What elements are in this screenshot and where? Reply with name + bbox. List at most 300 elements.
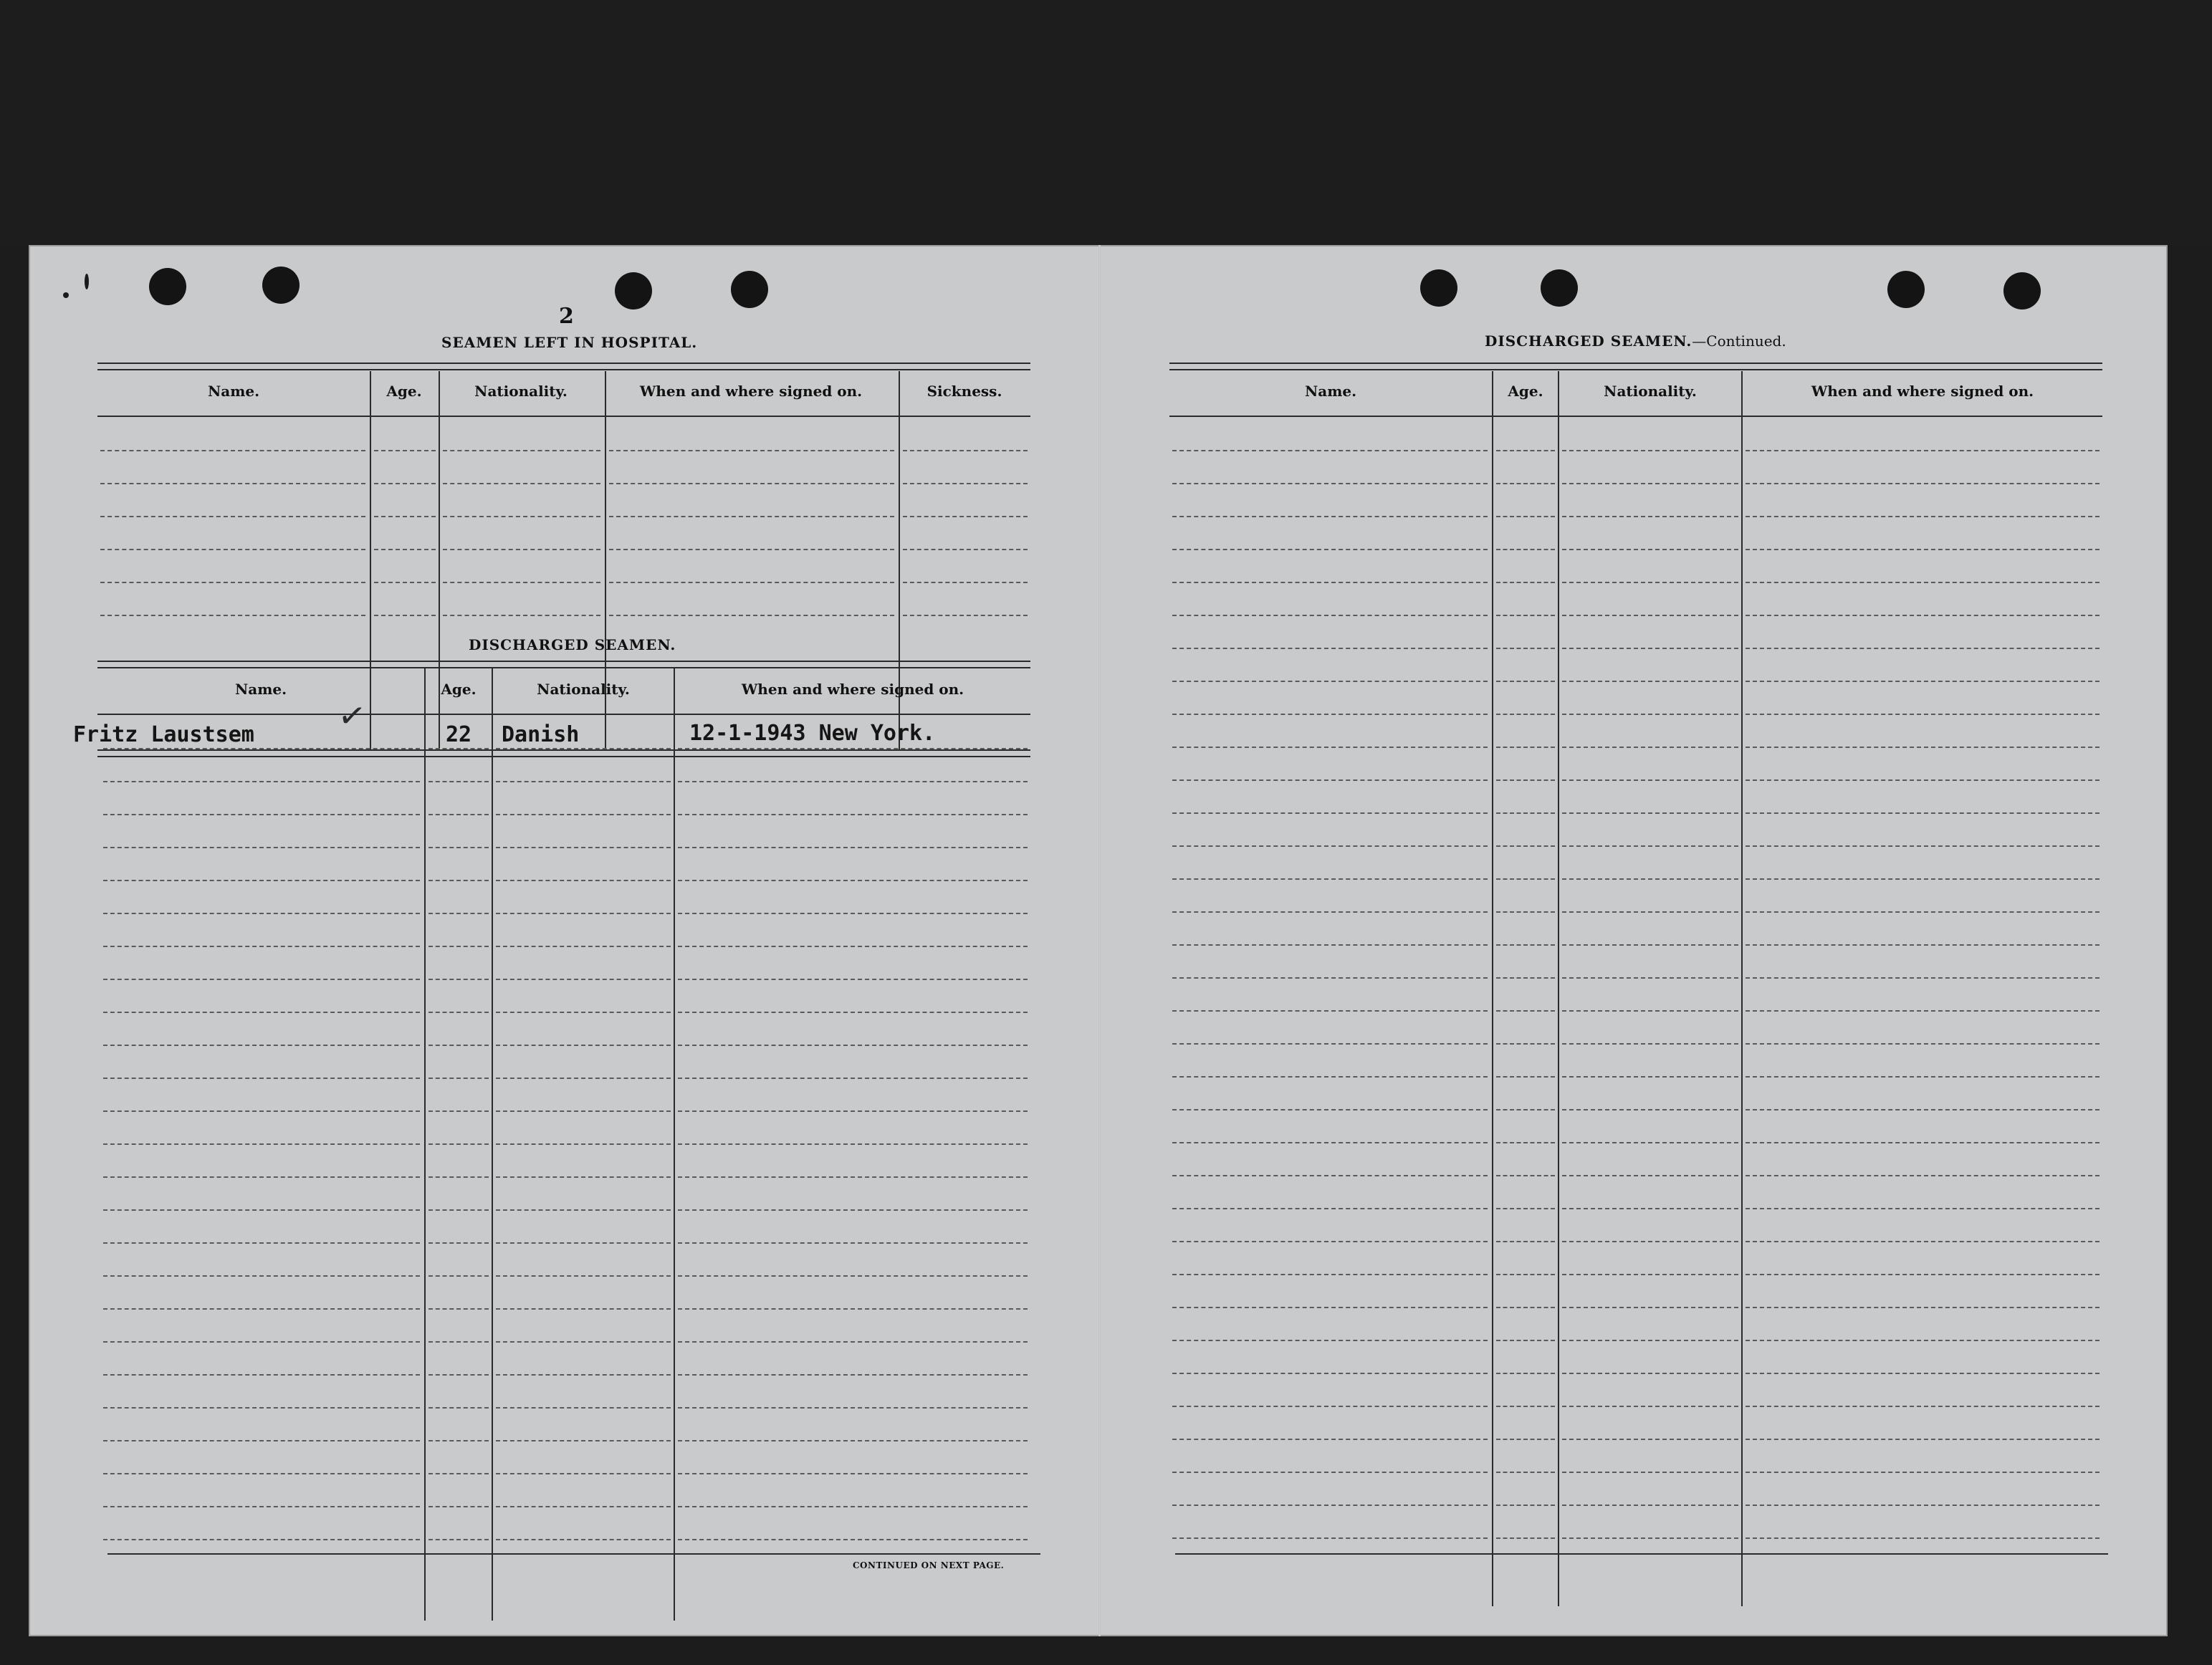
header-rule bbox=[97, 714, 1030, 715]
discharged-section-title: DISCHARGED SEAMEN. bbox=[469, 636, 676, 653]
table-bottom-rule bbox=[97, 749, 1030, 757]
punch-hole bbox=[262, 267, 300, 304]
entry-line bbox=[1496, 450, 1555, 451]
entry-line bbox=[1746, 1076, 2100, 1078]
punch-hole bbox=[1420, 269, 1457, 307]
entry-line bbox=[1746, 1175, 2100, 1176]
entry-line bbox=[1496, 1505, 1555, 1506]
entry-line bbox=[103, 1473, 420, 1474]
entry-line bbox=[1562, 1274, 1738, 1275]
entry-line bbox=[1496, 483, 1555, 484]
header-rule bbox=[1169, 416, 2102, 417]
entry-line bbox=[1172, 483, 1488, 484]
entry-line bbox=[443, 516, 600, 517]
entry-line bbox=[496, 880, 671, 881]
entry-line bbox=[1496, 714, 1555, 715]
entry-line bbox=[678, 1275, 1028, 1277]
page-fold bbox=[1098, 245, 1101, 1636]
column-divider bbox=[674, 668, 675, 1621]
column-header-age: Age. bbox=[1508, 383, 1543, 400]
entry-line bbox=[1172, 747, 1488, 748]
entry-line bbox=[678, 1110, 1028, 1112]
punch-hole bbox=[615, 272, 652, 310]
entry-line bbox=[443, 615, 600, 616]
entry-line bbox=[103, 1045, 420, 1046]
entry-line bbox=[1746, 878, 2100, 880]
entry-line bbox=[1172, 1010, 1488, 1012]
entry-line bbox=[1562, 1537, 1738, 1539]
entry-line bbox=[428, 1308, 489, 1310]
entry-line bbox=[1746, 1373, 2100, 1374]
entry-line bbox=[1746, 549, 2100, 550]
entry-line bbox=[678, 880, 1028, 881]
entry-line bbox=[496, 979, 671, 980]
entry-line bbox=[1746, 1340, 2100, 1341]
entry-line bbox=[1496, 1109, 1555, 1110]
entry-line bbox=[496, 1539, 671, 1540]
entry-line bbox=[103, 1341, 420, 1343]
entry-line bbox=[1172, 1076, 1488, 1078]
entry-line bbox=[443, 582, 600, 583]
entry-line bbox=[374, 615, 436, 616]
entry-line bbox=[496, 1341, 671, 1343]
entry-line bbox=[678, 1539, 1028, 1540]
entry-line bbox=[1562, 615, 1738, 616]
entry-line bbox=[1562, 1406, 1738, 1407]
entry-line bbox=[496, 814, 671, 815]
entry-line bbox=[1172, 1505, 1488, 1506]
entry-line bbox=[1496, 1043, 1555, 1045]
entry-line bbox=[1562, 1472, 1738, 1473]
entry-line bbox=[496, 1012, 671, 1013]
discharged-name: Fritz Laustsem bbox=[73, 722, 254, 747]
entry-line bbox=[374, 450, 436, 451]
entry-line bbox=[1746, 812, 2100, 814]
entry-line bbox=[1172, 944, 1488, 946]
entry-line bbox=[428, 1275, 489, 1277]
entry-line bbox=[1496, 812, 1555, 814]
entry-line bbox=[428, 1110, 489, 1112]
entry-line bbox=[496, 1045, 671, 1046]
entry-line bbox=[103, 1440, 420, 1441]
punch-hole bbox=[2003, 272, 2041, 310]
entry-line bbox=[678, 1341, 1028, 1343]
entry-line bbox=[1172, 615, 1488, 616]
entry-line bbox=[1496, 1142, 1555, 1143]
entry-line bbox=[496, 1506, 671, 1507]
entry-line bbox=[103, 979, 420, 980]
entry-line bbox=[496, 1440, 671, 1441]
entry-line bbox=[1172, 1373, 1488, 1374]
entry-line bbox=[1746, 1109, 2100, 1110]
entry-line bbox=[1172, 878, 1488, 880]
entry-line bbox=[1496, 615, 1555, 616]
checkmark-icon: ✓ bbox=[335, 694, 369, 737]
entry-line bbox=[1746, 1439, 2100, 1440]
scan-background bbox=[0, 0, 2212, 245]
entry-line bbox=[103, 1275, 420, 1277]
entry-line bbox=[903, 615, 1028, 616]
entry-line bbox=[609, 549, 894, 550]
entry-line bbox=[1562, 747, 1738, 748]
column-header-age: Age. bbox=[441, 681, 477, 698]
entry-line bbox=[1746, 450, 2100, 451]
entry-line bbox=[678, 1407, 1028, 1409]
entry-line bbox=[1562, 812, 1738, 814]
entry-line bbox=[496, 1308, 671, 1310]
entry-line bbox=[678, 1078, 1028, 1079]
entry-line bbox=[1562, 911, 1738, 913]
entry-line bbox=[428, 1209, 489, 1211]
column-header-nationality: Nationality. bbox=[474, 383, 568, 400]
document-sheet bbox=[29, 245, 2168, 1636]
punch-hole bbox=[731, 271, 768, 308]
column-header-name: Name. bbox=[234, 681, 287, 698]
entry-line bbox=[678, 979, 1028, 980]
entry-line bbox=[103, 748, 420, 749]
entry-line bbox=[1496, 1340, 1555, 1341]
column-header-name: Name. bbox=[1304, 383, 1357, 400]
entry-line bbox=[1172, 516, 1488, 517]
entry-line bbox=[1496, 1208, 1555, 1209]
entry-line bbox=[103, 1143, 420, 1145]
entry-line bbox=[428, 1143, 489, 1145]
entry-line bbox=[678, 1012, 1028, 1013]
entry-line bbox=[1746, 845, 2100, 847]
entry-line bbox=[103, 781, 420, 782]
entry-line bbox=[678, 1045, 1028, 1046]
entry-line bbox=[1172, 549, 1488, 550]
column-header-age: Age. bbox=[386, 383, 422, 400]
entry-line bbox=[1562, 516, 1738, 517]
entry-line bbox=[443, 450, 600, 451]
entry-line bbox=[496, 1374, 671, 1376]
entry-line bbox=[678, 1473, 1028, 1474]
entry-line bbox=[1746, 1274, 2100, 1275]
entry-line bbox=[1172, 779, 1488, 781]
entry-line bbox=[609, 516, 894, 517]
header-rule bbox=[97, 416, 1030, 417]
column-divider bbox=[424, 668, 426, 1621]
entry-line bbox=[103, 1407, 420, 1409]
entry-line bbox=[678, 1242, 1028, 1244]
entry-line bbox=[103, 847, 420, 848]
entry-line bbox=[1562, 549, 1738, 550]
entry-line bbox=[609, 450, 894, 451]
entry-line bbox=[1562, 977, 1738, 979]
entry-line bbox=[428, 814, 489, 815]
entry-line bbox=[1562, 1340, 1738, 1341]
entry-line bbox=[1562, 1505, 1738, 1506]
entry-line bbox=[496, 781, 671, 782]
entry-line bbox=[100, 582, 365, 583]
entry-line bbox=[428, 748, 489, 749]
entry-line bbox=[1172, 1241, 1488, 1242]
continued-footer: CONTINUED ON NEXT PAGE. bbox=[853, 1560, 1005, 1570]
entry-line bbox=[1562, 1208, 1738, 1209]
scan-speck bbox=[63, 292, 69, 298]
entry-line bbox=[100, 615, 365, 616]
scan-speck bbox=[85, 274, 89, 289]
entry-line bbox=[1746, 1010, 2100, 1012]
entry-line bbox=[103, 1209, 420, 1211]
punch-hole bbox=[1887, 271, 1925, 308]
column-divider bbox=[1558, 371, 1559, 1606]
entry-line bbox=[1746, 779, 2100, 781]
entry-line bbox=[428, 1506, 489, 1507]
entry-line bbox=[428, 1176, 489, 1178]
entry-line bbox=[1746, 681, 2100, 682]
entry-line bbox=[678, 946, 1028, 947]
entry-line bbox=[1172, 1109, 1488, 1110]
entry-line bbox=[496, 946, 671, 947]
column-header-name: Name. bbox=[207, 383, 260, 400]
entry-line bbox=[1496, 1076, 1555, 1078]
entry-line bbox=[103, 913, 420, 914]
entry-line bbox=[496, 1078, 671, 1079]
entry-line bbox=[1172, 582, 1488, 583]
table-bottom-rule bbox=[107, 1553, 1040, 1555]
entry-line bbox=[103, 1012, 420, 1013]
entry-line bbox=[1496, 911, 1555, 913]
entry-line bbox=[903, 483, 1028, 484]
entry-line bbox=[1496, 944, 1555, 946]
entry-line bbox=[1496, 1175, 1555, 1176]
entry-line bbox=[496, 1110, 671, 1112]
entry-line bbox=[428, 1440, 489, 1441]
entry-line bbox=[1746, 1307, 2100, 1308]
entry-line bbox=[1746, 582, 2100, 583]
entry-line bbox=[1746, 1505, 2100, 1506]
entry-line bbox=[103, 814, 420, 815]
entry-line bbox=[678, 1506, 1028, 1507]
entry-line bbox=[1562, 1175, 1738, 1176]
entry-line bbox=[428, 1539, 489, 1540]
entry-line bbox=[1172, 1142, 1488, 1143]
entry-line bbox=[1496, 747, 1555, 748]
entry-line bbox=[1496, 516, 1555, 517]
entry-line bbox=[1562, 714, 1738, 715]
entry-line bbox=[1746, 483, 2100, 484]
entry-line bbox=[496, 1176, 671, 1178]
entry-line bbox=[1496, 1241, 1555, 1242]
column-header-nationality: Nationality. bbox=[537, 681, 630, 698]
entry-line bbox=[374, 483, 436, 484]
entry-line bbox=[1172, 681, 1488, 682]
entry-line bbox=[609, 582, 894, 583]
entry-line bbox=[103, 1374, 420, 1376]
entry-line bbox=[609, 615, 894, 616]
entry-line bbox=[903, 516, 1028, 517]
entry-line bbox=[1562, 681, 1738, 682]
entry-line bbox=[1562, 483, 1738, 484]
column-header-signed-on: When and where signed on. bbox=[741, 681, 964, 698]
column-header-signed-on: When and where signed on. bbox=[639, 383, 863, 400]
entry-line bbox=[100, 450, 365, 451]
entry-line bbox=[1562, 1307, 1738, 1308]
entry-line bbox=[428, 1045, 489, 1046]
entry-line bbox=[1562, 450, 1738, 451]
entry-line bbox=[1172, 977, 1488, 979]
column-divider bbox=[492, 668, 493, 1621]
column-header-nationality: Nationality. bbox=[1604, 383, 1697, 400]
entry-line bbox=[1496, 1274, 1555, 1275]
entry-line bbox=[496, 1242, 671, 1244]
entry-line bbox=[374, 549, 436, 550]
entry-line bbox=[1172, 1472, 1488, 1473]
entry-line bbox=[1172, 714, 1488, 715]
entry-line bbox=[1562, 1043, 1738, 1045]
entry-line bbox=[374, 582, 436, 583]
entry-line bbox=[103, 1176, 420, 1178]
entry-line bbox=[428, 1341, 489, 1343]
entry-line bbox=[1746, 977, 2100, 979]
entry-line bbox=[1172, 1537, 1488, 1539]
entry-line bbox=[496, 847, 671, 848]
entry-line bbox=[428, 781, 489, 782]
entry-line bbox=[1746, 911, 2100, 913]
entry-line bbox=[678, 748, 1028, 749]
entry-line bbox=[428, 946, 489, 947]
entry-line bbox=[1562, 1241, 1738, 1242]
entry-line bbox=[903, 450, 1028, 451]
entry-line bbox=[1562, 648, 1738, 649]
entry-line bbox=[496, 1275, 671, 1277]
entry-line bbox=[496, 1473, 671, 1474]
entry-line bbox=[1172, 1307, 1488, 1308]
entry-line bbox=[1496, 1537, 1555, 1539]
entry-line bbox=[428, 847, 489, 848]
table-top-rule bbox=[97, 363, 1030, 370]
entry-line bbox=[1746, 1537, 2100, 1539]
entry-line bbox=[1172, 450, 1488, 451]
entry-line bbox=[428, 1407, 489, 1409]
entry-line bbox=[1562, 779, 1738, 781]
entry-line bbox=[1496, 648, 1555, 649]
entry-line bbox=[678, 1308, 1028, 1310]
entry-line bbox=[1746, 648, 2100, 649]
entry-line bbox=[103, 1539, 420, 1540]
entry-line bbox=[1496, 1439, 1555, 1440]
entry-line bbox=[1496, 977, 1555, 979]
entry-line bbox=[678, 781, 1028, 782]
entry-line bbox=[496, 913, 671, 914]
entry-line bbox=[1562, 878, 1738, 880]
entry-line bbox=[1172, 1406, 1488, 1407]
entry-line bbox=[100, 516, 365, 517]
entry-line bbox=[496, 1407, 671, 1409]
table-top-rule bbox=[97, 661, 1030, 668]
entry-line bbox=[1496, 1406, 1555, 1407]
entry-line bbox=[1562, 944, 1738, 946]
entry-line bbox=[1172, 911, 1488, 913]
entry-line bbox=[678, 1374, 1028, 1376]
right-title-suffix: —Continued. bbox=[1692, 332, 1786, 350]
entry-line bbox=[1562, 582, 1738, 583]
entry-line bbox=[903, 549, 1028, 550]
entry-line bbox=[496, 1209, 671, 1211]
entry-line bbox=[1172, 1043, 1488, 1045]
entry-line bbox=[496, 1143, 671, 1145]
entry-line bbox=[1746, 1043, 2100, 1045]
column-divider bbox=[1492, 371, 1493, 1606]
table-top-rule bbox=[1169, 363, 2102, 370]
entry-line bbox=[103, 1506, 420, 1507]
entry-line bbox=[428, 1473, 489, 1474]
entry-line bbox=[678, 1440, 1028, 1441]
entry-line bbox=[103, 880, 420, 881]
entry-line bbox=[428, 880, 489, 881]
entry-line bbox=[678, 913, 1028, 914]
entry-line bbox=[1562, 1010, 1738, 1012]
entry-line bbox=[1172, 1274, 1488, 1275]
entry-line bbox=[1746, 714, 2100, 715]
entry-line bbox=[1172, 1208, 1488, 1209]
discharged-signed-on: 12-1-1943 New York. bbox=[689, 721, 936, 746]
entry-line bbox=[428, 1242, 489, 1244]
entry-line bbox=[103, 1242, 420, 1244]
entry-line bbox=[100, 483, 365, 484]
entry-line bbox=[903, 582, 1028, 583]
entry-line bbox=[1496, 582, 1555, 583]
column-header-signed-on: When and where signed on. bbox=[1811, 383, 2034, 400]
entry-line bbox=[103, 1078, 420, 1079]
entry-line bbox=[1496, 878, 1555, 880]
entry-line bbox=[1746, 1241, 2100, 1242]
entry-line bbox=[1746, 944, 2100, 946]
entry-line bbox=[1562, 1109, 1738, 1110]
entry-line bbox=[1172, 1340, 1488, 1341]
entry-line bbox=[1562, 1076, 1738, 1078]
right-section-title bbox=[1485, 332, 1786, 350]
entry-line bbox=[609, 483, 894, 484]
table-bottom-rule bbox=[1175, 1553, 2108, 1555]
entry-line bbox=[1496, 1472, 1555, 1473]
entry-line bbox=[428, 913, 489, 914]
entry-line bbox=[1172, 648, 1488, 649]
entry-line bbox=[1172, 812, 1488, 814]
entry-line bbox=[1562, 1439, 1738, 1440]
column-header-sickness: Sickness. bbox=[927, 383, 1002, 400]
entry-line bbox=[1746, 1142, 2100, 1143]
entry-line bbox=[103, 1308, 420, 1310]
entry-line bbox=[678, 1143, 1028, 1145]
entry-line bbox=[1496, 779, 1555, 781]
entry-line bbox=[1496, 1010, 1555, 1012]
entry-line bbox=[678, 814, 1028, 815]
entry-line bbox=[443, 483, 600, 484]
entry-line bbox=[1746, 1472, 2100, 1473]
entry-line bbox=[1746, 1406, 2100, 1407]
entry-line bbox=[428, 1374, 489, 1376]
entry-line bbox=[100, 549, 365, 550]
entry-line bbox=[1496, 1373, 1555, 1374]
page-number: 2 bbox=[559, 304, 574, 329]
entry-line bbox=[1562, 1373, 1738, 1374]
entry-line bbox=[1172, 1439, 1488, 1440]
punch-hole bbox=[149, 268, 186, 305]
entry-line bbox=[678, 1176, 1028, 1178]
entry-line bbox=[1746, 1208, 2100, 1209]
entry-line bbox=[1496, 681, 1555, 682]
punch-hole bbox=[1541, 269, 1578, 307]
entry-line bbox=[103, 1110, 420, 1112]
entry-line bbox=[1746, 516, 2100, 517]
entry-line bbox=[428, 1078, 489, 1079]
discharged-age: 22 bbox=[446, 722, 472, 747]
entry-line bbox=[428, 1012, 489, 1013]
entry-line bbox=[678, 1209, 1028, 1211]
